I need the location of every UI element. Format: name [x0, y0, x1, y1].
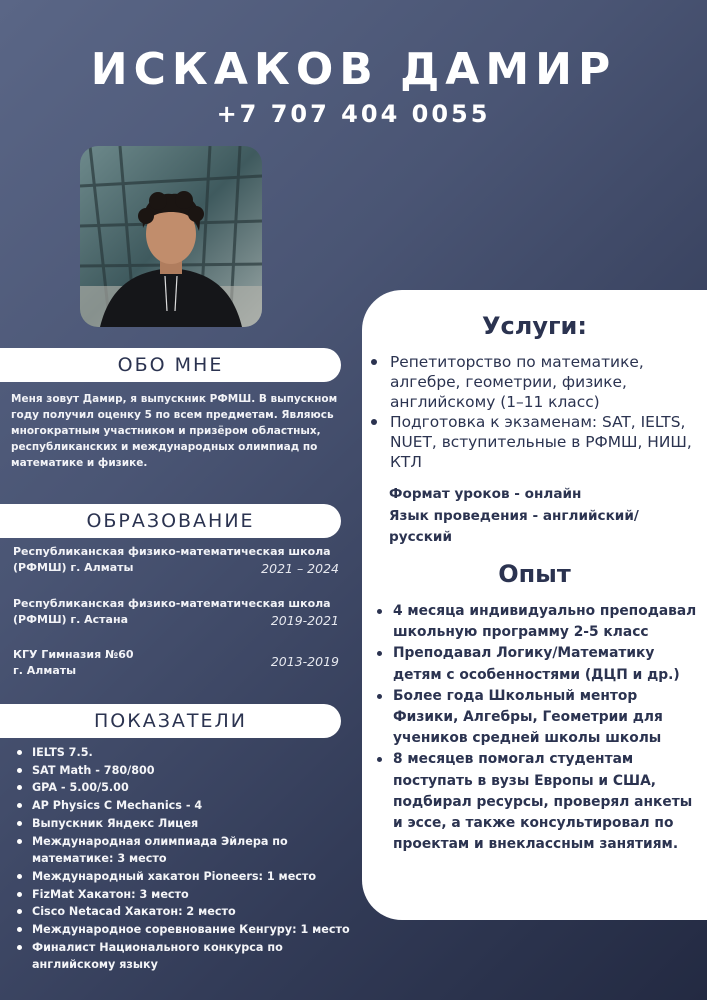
list-item: Репетиторство по математике, алгебре, геометрии, физике, английскому (1–11 класс) [390, 352, 700, 412]
list-item: AP Physics C Mechanics - 4 [14, 797, 359, 815]
list-item: GPA - 5.00/5.00 [14, 779, 359, 797]
about-text: Меня зовут Дамир, я выпускник РФМШ. В выпускном году получил оценку 5 по всем предметам. Являюсь многократным участником и призёром областных, республиканских и международных олимпиад по математике и физике. [11, 393, 338, 469]
list-item: Финалист Национального конкурса по английскому языку [14, 939, 359, 974]
education-heading: ОБРАЗОВАНИЕ [0, 504, 341, 538]
page-title: ИСКАКОВ ДАМИР [90, 44, 617, 95]
education-item [13, 647, 343, 679]
education-years: 2013-2019 [270, 654, 339, 669]
experience-list [393, 601, 703, 855]
list-item: Cisco Netacad Хакатон: 2 место [14, 903, 359, 921]
list-item: SAT Math - 780/800 [14, 762, 359, 780]
list-item: FizMat Хакатон: 3 место [14, 886, 359, 904]
list-item: IELTS 7.5. [14, 744, 359, 762]
profile-photo [80, 146, 262, 327]
list-item: Более года Школьный ментор Физики, Алгебры, Геометрии для учеников средней школы школы [393, 686, 703, 750]
education-school: КГУ Гимназия №60 [13, 648, 134, 661]
lesson-format [389, 484, 689, 549]
education-years: 2021 – 2024 [261, 561, 339, 576]
list-item: 8 месяцев помогал студентам поступать в вузы Европы и США, подбирал ресурсы, проверял анкеты и эссе, а также консультировал по проектам и внеклассным занятиям. [393, 749, 703, 855]
education-item [13, 596, 343, 628]
list-item: Международная олимпиада Эйлера по математике: 3 место [14, 833, 359, 868]
services-panel [362, 290, 707, 920]
metrics-heading: ПОКАЗАТЕЛИ [0, 704, 341, 738]
format-line: Формат уроков - онлайн [389, 486, 582, 502]
services-list [390, 352, 700, 472]
language-line: Язык проведения - английский/ русский [389, 507, 639, 545]
education-school: Республиканская физико-математическая школа (РФМШ) г. Астана [13, 597, 331, 626]
education-item [13, 544, 343, 576]
phone-number: +7 707 404 0055 [216, 100, 491, 128]
list-item: 4 месяца индивидуально преподавал школьную программу 2-5 класс [393, 601, 703, 643]
education-school: Республиканская физико-математическая школа (РФМШ) г. Алматы [13, 545, 331, 574]
list-item: Выпускник Яндекс Лицея [14, 815, 359, 833]
about-heading: ОБО МНЕ [0, 348, 341, 382]
experience-heading: Опыт [498, 560, 571, 588]
education-years: 2019-2021 [270, 613, 339, 628]
metrics-list [14, 744, 359, 974]
list-item: Преподавал Логику/Математику детям с особенностями (ДЦП и др.) [393, 643, 703, 685]
services-heading: Услуги: [482, 312, 587, 340]
list-item: Международный хакатон Pioneers: 1 место [14, 868, 359, 886]
list-item: Международное соревнование Кенгуру: 1 место [14, 921, 359, 939]
list-item: Подготовка к экзаменам: SAT, IELTS, NUET, вступительные в РФМШ, НИШ, КТЛ [390, 412, 700, 472]
education-city: г. Алматы [13, 664, 77, 677]
